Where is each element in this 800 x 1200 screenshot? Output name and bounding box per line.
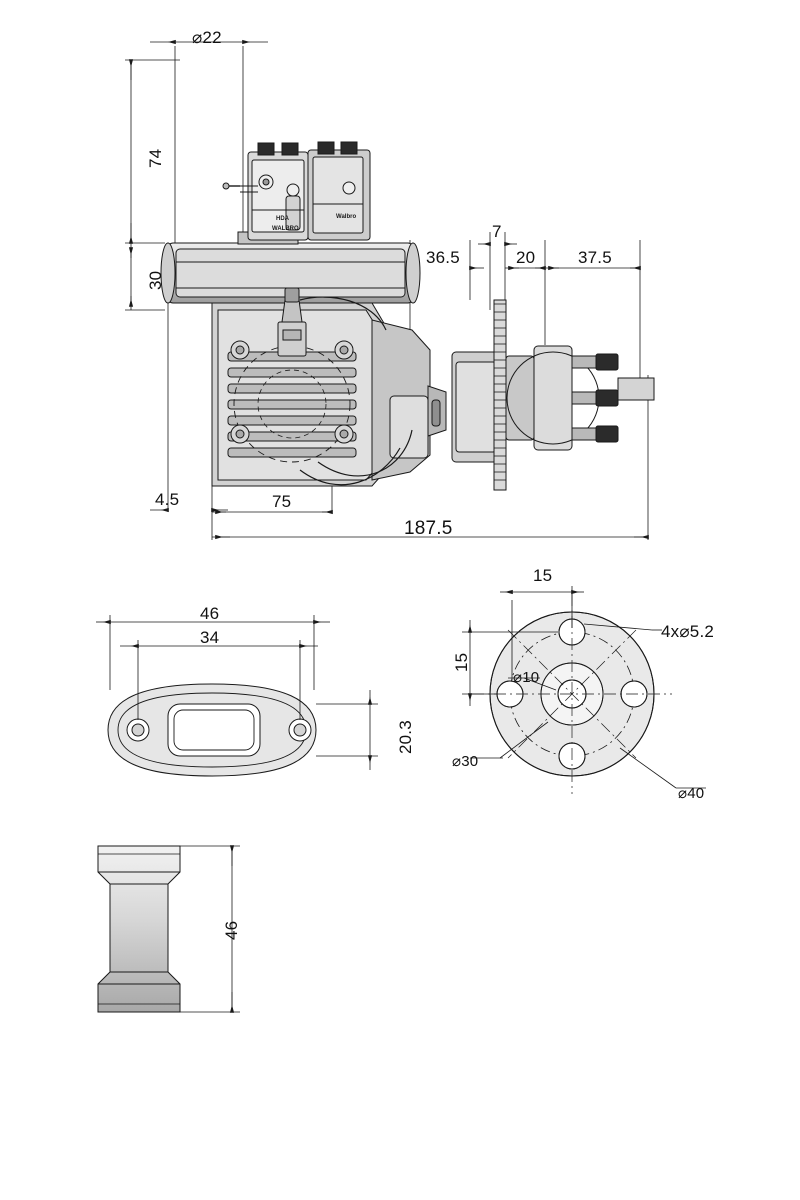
dim-gasket-46: 46 <box>200 604 220 623</box>
gasket-view <box>96 615 378 776</box>
dim-diameter-22: ⌀22 <box>192 28 222 47</box>
dim-4-5: 4.5 <box>155 490 180 509</box>
starter-ring-gear <box>494 300 506 490</box>
dim-187-5: 187.5 <box>404 518 453 539</box>
dim-gasket-20-3: 20.3 <box>396 720 415 754</box>
dim-37-5: 37.5 <box>578 248 612 267</box>
dim-gasket-34: 34 <box>200 628 220 647</box>
dim-flange-4x-d5-2: 4x⌀5.2 <box>661 622 715 641</box>
carb-brand-walbro-2: Walbro <box>336 214 357 220</box>
dim-flange-d40: ⌀40 <box>678 785 705 802</box>
dim-7: 7 <box>492 222 502 241</box>
dim-75: 75 <box>272 492 292 511</box>
dim-flange-d10: ⌀10 <box>513 669 540 686</box>
engine-assembly <box>161 142 654 490</box>
dim-74: 74 <box>146 148 165 168</box>
dim-20: 20 <box>516 248 536 267</box>
dim-flange-d30: ⌀30 <box>452 753 479 770</box>
dim-flange-15-h: 15 <box>533 566 553 585</box>
carb-model-hda: HDA <box>276 216 289 222</box>
dim-36-5: 36.5 <box>426 248 460 267</box>
spacer-view <box>98 846 240 1012</box>
carb-brand-walbro: WALBRO <box>272 226 299 232</box>
dim-flange-15-v: 15 <box>452 652 471 672</box>
dim-spacer-46: 46 <box>222 920 241 940</box>
dim-30: 30 <box>146 270 165 290</box>
flange-view <box>462 586 706 794</box>
